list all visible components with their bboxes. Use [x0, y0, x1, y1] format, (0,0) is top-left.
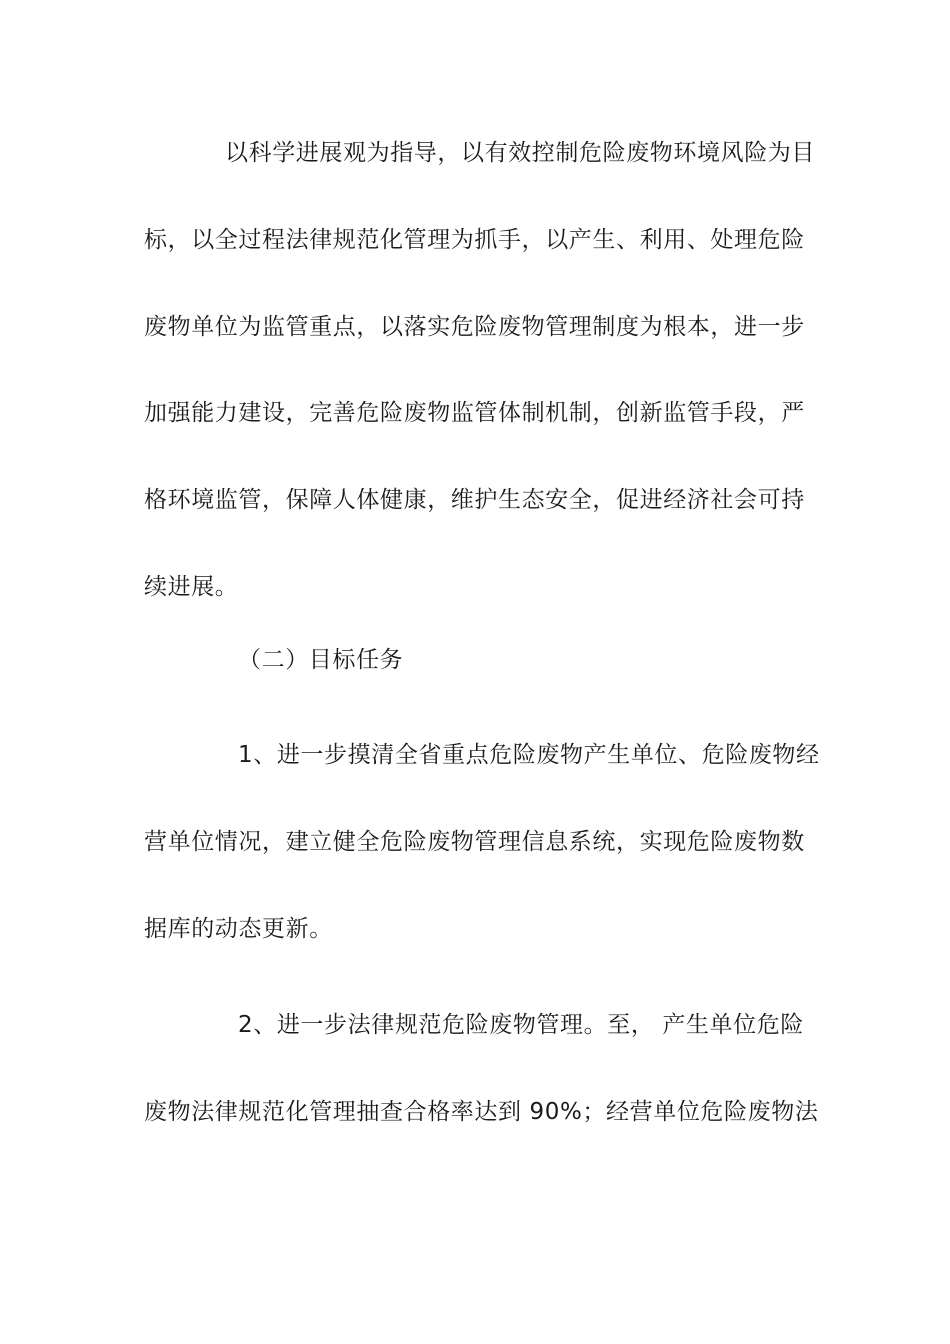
paragraph-1-line-1: 以科学进展观为指导，以有效控制危险废物环境风险为目	[225, 140, 815, 166]
item-1-line-1: 1、进一步摸清全省重点危险废物产生单位、危险废物经	[238, 742, 820, 768]
item-2-line-2: 废物法律规范化管理抽查合格率达到 90%；经营单位危险废物法	[144, 1099, 819, 1125]
paragraph-1-line-3: 废物单位为监管重点，以落实危险废物管理制度为根本，进一步	[144, 314, 805, 340]
item-1-line-2: 营单位情况，建立健全危险废物管理信息系统，实现危险废物数	[144, 829, 805, 855]
section-heading: （二）目标任务	[238, 647, 404, 673]
item-2-line-1: 2、进一步法律规范危险废物管理。至， 产生单位危险	[238, 1012, 804, 1038]
item-1-line-3: 据库的动态更新。	[144, 916, 333, 942]
paragraph-1-line-4: 加强能力建设，完善危险废物监管体制机制，创新监管手段，严	[144, 400, 805, 426]
paragraph-1-line-6: 续进展。	[144, 574, 239, 600]
paragraph-1-line-5: 格环境监管，保障人体健康，维护生态安全，促进经济社会可持	[144, 487, 805, 513]
paragraph-1-line-2: 标，以全过程法律规范化管理为抓手，以产生、利用、处理危险	[144, 227, 805, 253]
